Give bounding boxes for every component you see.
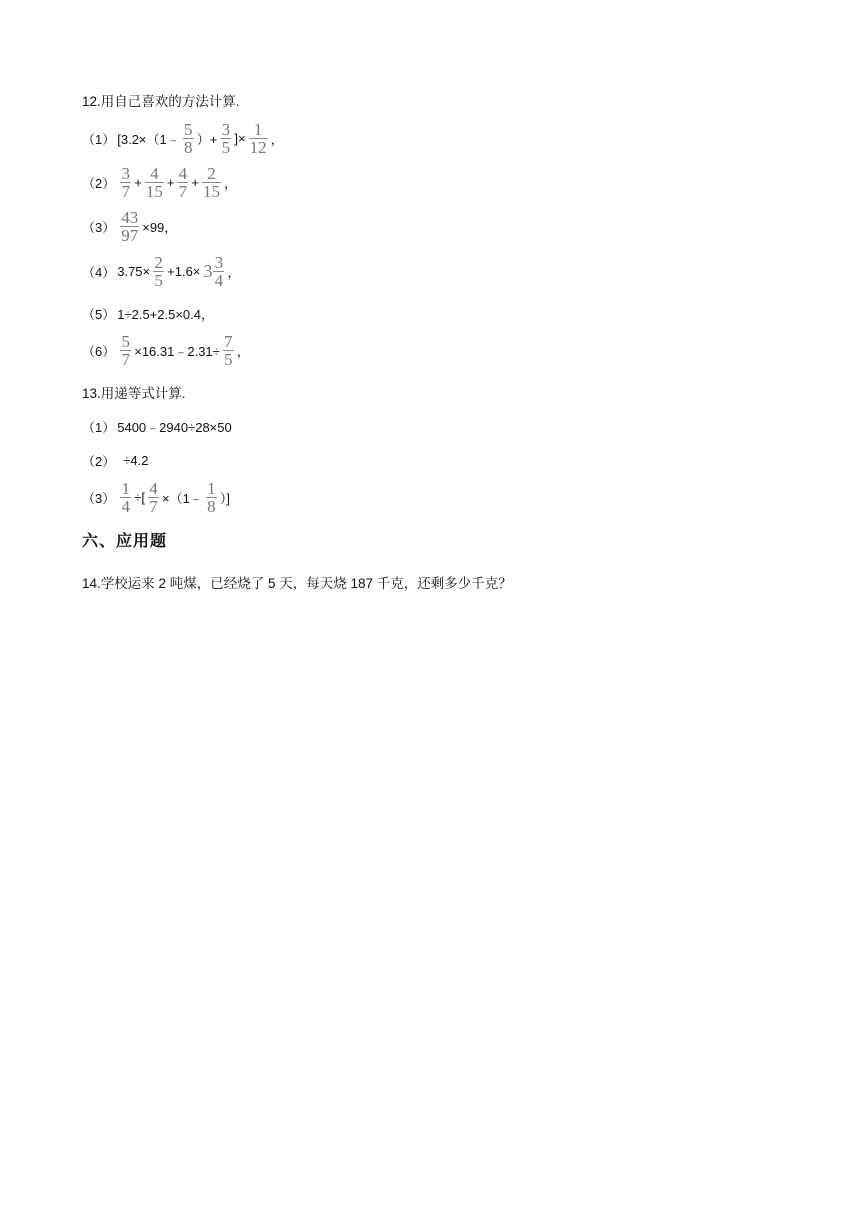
denominator: 12 (249, 138, 267, 157)
fraction (202, 166, 221, 199)
denominator: 5 (154, 271, 163, 290)
denominator: 4 (214, 271, 224, 290)
numerator: 1 (121, 479, 130, 498)
fraction (120, 334, 131, 367)
expr-text: 1÷2.5+2.5×0.4， (117, 307, 214, 322)
fraction (249, 122, 268, 155)
denominator: 97 (121, 226, 139, 245)
numerator: 5 (121, 332, 130, 351)
q12-item-6 (82, 334, 250, 367)
q14-question (82, 572, 512, 592)
whole-part: 3 (203, 261, 213, 281)
q12-item-5 (82, 304, 214, 323)
fraction (153, 255, 164, 288)
denominator: 4 (121, 497, 130, 516)
denominator: 7 (149, 497, 158, 516)
numerator: 1 (253, 120, 263, 139)
denominator: 5 (221, 138, 231, 157)
numerator: 3 (214, 253, 224, 272)
item-number: （1） (82, 132, 116, 147)
numerator: 4 (178, 164, 188, 183)
item-number: （3） (82, 220, 116, 235)
denominator: 7 (121, 182, 130, 201)
expr-text: ， (270, 132, 284, 147)
denominator: 7 (121, 350, 130, 369)
expr-text: ÷4.2 (123, 453, 149, 468)
numerator: 2 (154, 253, 163, 272)
expr-text: + (166, 175, 175, 190)
expr-text: ×99， (142, 220, 178, 235)
section-title (82, 528, 167, 551)
q12-title-text: 12.用自己喜欢的方法计算. (82, 94, 240, 109)
numerator: 7 (224, 332, 233, 351)
numerator: 43 (121, 208, 139, 227)
q12-title (82, 90, 240, 110)
item-number: （4） (82, 265, 116, 280)
expr-text: ×（1﹣ (161, 491, 203, 506)
q12-item-1 (82, 122, 284, 155)
denominator: 8 (207, 497, 216, 516)
item-number: （2） (82, 176, 116, 191)
item-number: （1） (82, 420, 116, 435)
item-number: （2） (82, 454, 116, 469)
fraction (120, 166, 131, 199)
q12-item-3 (82, 210, 177, 243)
denominator: 15 (145, 182, 163, 201)
expr-text: ， (236, 344, 250, 359)
expr-text: 5400﹣2940÷28×50 (117, 420, 232, 435)
expr-text: ， (227, 265, 241, 280)
numerator: 2 (207, 164, 216, 183)
numerator: 1 (207, 479, 216, 498)
expr-text: ]× (234, 131, 246, 146)
expr-text: + (191, 175, 200, 190)
expr-text: 3.75× (117, 264, 151, 279)
q14-text: 14.学校运来 2 吨煤，已经烧了 5 天，每天烧 187 千克，还剩多少千克？ (82, 576, 512, 591)
denominator: 7 (178, 182, 188, 201)
expr-text: ）] (219, 491, 230, 506)
denominator: 15 (203, 182, 221, 201)
mixed-number (203, 255, 227, 288)
fraction (120, 481, 131, 514)
q13-title-text: 13.用递等式计算. (82, 386, 186, 401)
item-number: （5） (82, 307, 116, 322)
fraction (120, 210, 139, 243)
fraction (183, 122, 194, 155)
item-number: （3） (82, 491, 116, 506)
fraction (148, 481, 159, 514)
fraction (220, 122, 231, 155)
fraction (206, 481, 217, 514)
q13-item-3 (82, 481, 230, 514)
expr-text: ÷[ (134, 490, 145, 505)
numerator: 3 (221, 120, 231, 139)
fraction (177, 166, 188, 199)
fraction (223, 334, 234, 367)
numerator: 3 (121, 164, 130, 183)
expr-text: ）+ (196, 132, 218, 147)
denominator: 8 (184, 138, 193, 157)
numerator: 4 (149, 479, 158, 498)
expr-text: ×16.31﹣2.31÷ (134, 344, 220, 359)
numerator: 4 (150, 164, 159, 183)
expr-text: [3.2×（1﹣ (117, 132, 180, 147)
expr-text: +1.6× (167, 264, 201, 279)
item-number: （6） (82, 344, 116, 359)
q12-item-2 (82, 166, 237, 199)
fraction (145, 166, 164, 199)
expr-text: ， (224, 176, 238, 191)
numerator: 5 (184, 120, 193, 139)
denominator: 5 (224, 350, 233, 369)
section-title-text: 六、应用题 (82, 533, 168, 550)
expr-text: + (134, 175, 142, 190)
q13-title (82, 382, 186, 402)
fraction (213, 255, 224, 288)
q13-item-2 (82, 451, 148, 470)
q12-item-4 (82, 255, 240, 288)
q13-item-1 (82, 417, 232, 436)
